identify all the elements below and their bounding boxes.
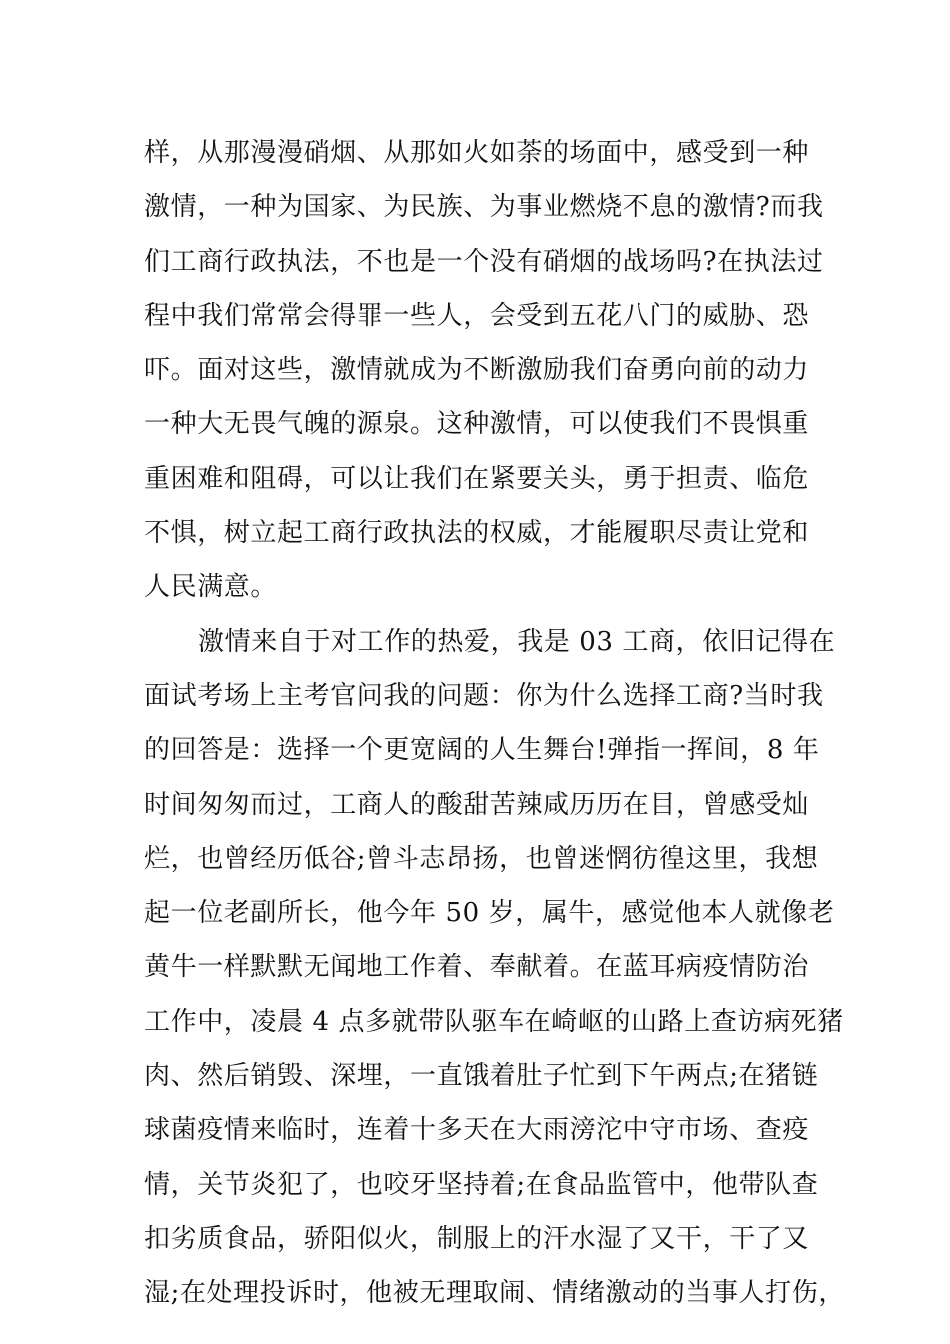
text-line: 工作中，凌晨 4 点多就带队驱车在崎岖的山路上查访病死猪 [144,1006,844,1037]
text-line: 扣劣质食品，骄阳似火，制服上的汗水湿了又干，干了又 [144,1223,810,1254]
paragraph-2 [144,615,844,1321]
text-line: 时间匆匆而过，工商人的酸甜苦辣咸历历在目，曾感受灿 [144,789,810,820]
body-text [144,126,844,1321]
paragraph-1 [144,126,844,615]
text-line: 激情，一种为国家、为民族、为事业燃烧不息的激情?而我 [144,192,824,223]
text-line: 吓。面对这些，激情就成为不断激励我们奋勇向前的动力 [144,355,810,386]
text-line: 的回答是：选择一个更宽阔的人生舞台!弹指一挥间，8 年 [144,735,820,766]
text-line: 起一位老副所长，他今年 50 岁，属牛，感觉他本人就像老 [144,898,835,929]
text-line: 球菌疫情来临时，连着十多天在大雨滂沱中守市场、查疫 [144,1115,810,1146]
text-line: 样，从那漫漫硝烟、从那如火如荼的场面中，感受到一种 [144,138,810,168]
text-line: 情，关节炎犯了，也咬牙坚持着;在食品监管中，他带队查 [144,1169,819,1200]
text-line: 人民满意。 [144,572,278,603]
text-line: 面试考场上主考官问我的问题：你为什么选择工商?当时我 [144,680,824,711]
text-line: 湿;在处理投诉时，他被无理取闹、情绪激动的当事人打伤， [144,1278,845,1309]
text-line: 一种大无畏气魄的源泉。这种激情，可以使我们不畏惧重 [144,409,810,440]
text-line: 程中我们常常会得罪一些人，会受到五花八门的威胁、恐 [144,300,810,331]
text-line: 烂，也曾经历低谷;曾斗志昂扬，也曾迷惘彷徨这里，我想 [144,843,819,874]
text-line: 黄牛一样默默无闻地工作着、奉献着。在蓝耳病疫情防治 [144,952,810,983]
text-line: 重困难和阻碍，可以让我们在紧要关头，勇于担责、临危 [144,463,810,494]
text-line: 肉、然后销毁、深埋，一直饿着肚子忙到下午两点;在猪链 [144,1061,819,1092]
text-line: 不惧，树立起工商行政执法的权威，才能履职尽责让党和 [144,518,810,549]
text-line: 们工商行政执法，不也是一个没有硝烟的战场吗?在执法过 [144,246,824,277]
text-line: 激情来自于对工作的热爱，我是 03 工商，依旧记得在 [198,626,836,657]
